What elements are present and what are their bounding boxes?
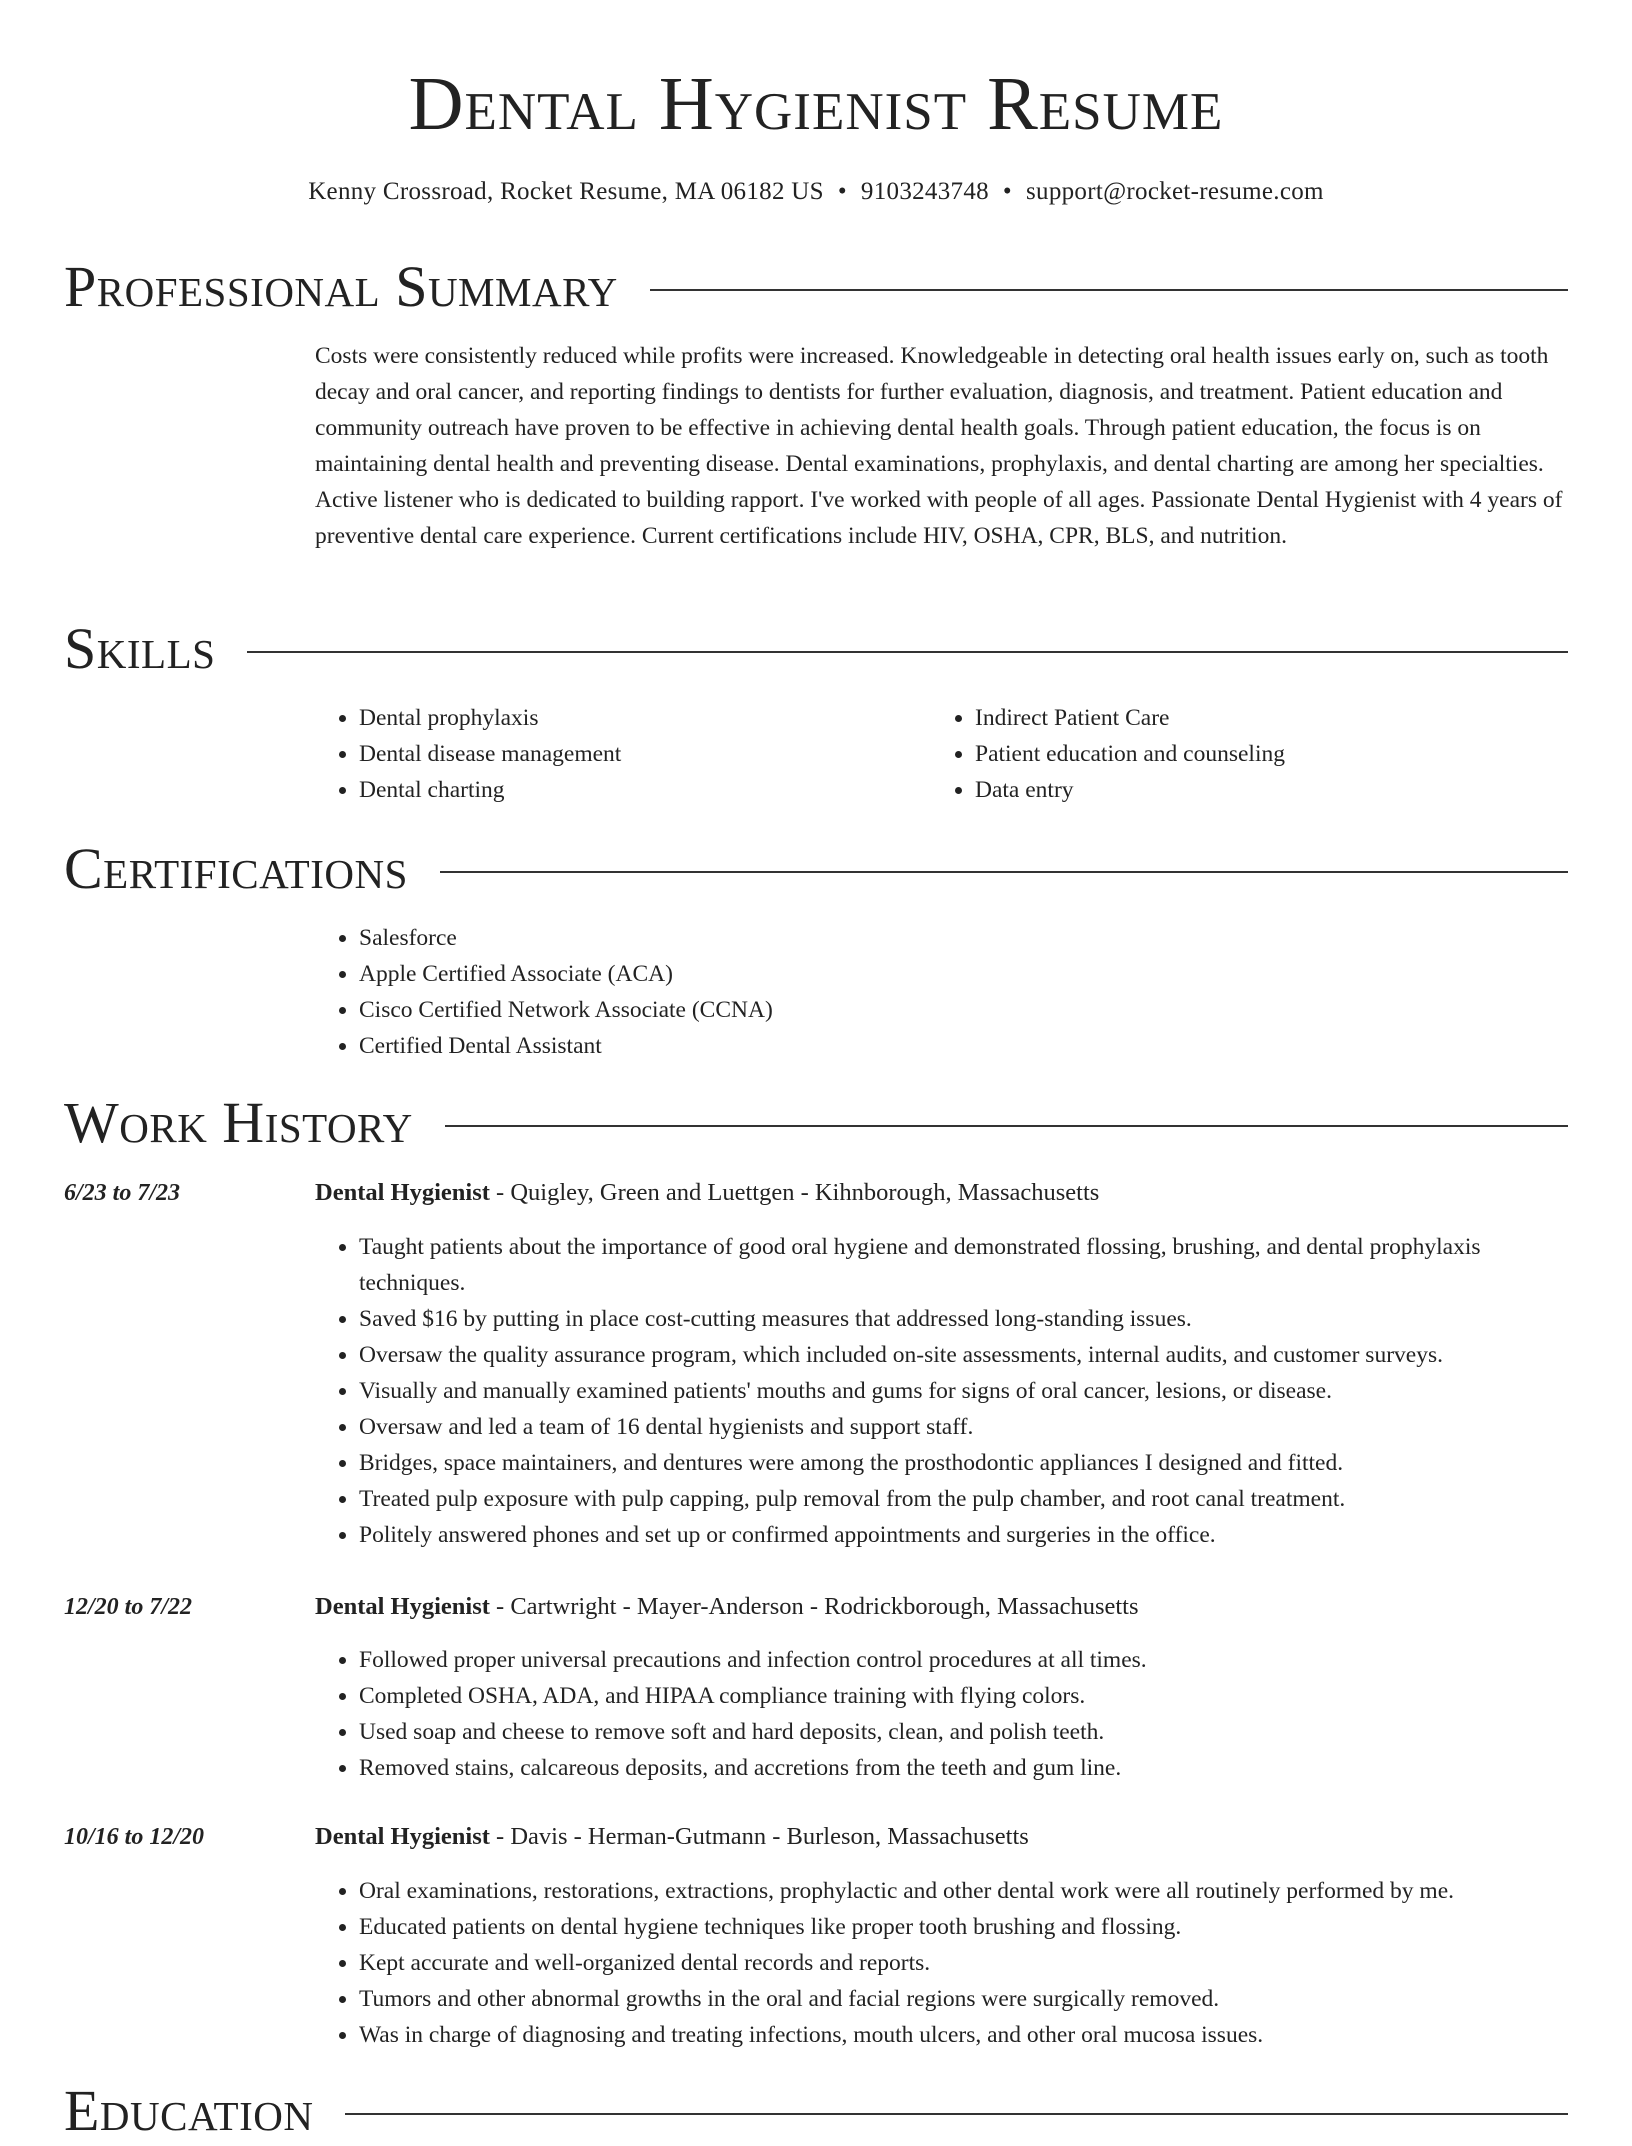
job-bullet: • Completed OSHA, ADA, and HIPAA compliance training with flying colors.	[359, 1678, 1567, 1714]
section-heading-label: Education	[64, 2078, 314, 2143]
job-bullets	[315, 1229, 1567, 1553]
section-divider	[345, 2113, 1568, 2115]
job-bullet: • Visually and manually examined patients' mouths and gums for signs of oral cancer, lesions, or disease.	[359, 1373, 1567, 1409]
skill-item: • Patient education and counseling	[975, 736, 1561, 772]
section-heading-label: Work History	[64, 1090, 413, 1155]
job-bullet: • Bridges, space maintainers, and dentures were among the prosthodontic appliances I designed and fitted.	[359, 1445, 1567, 1481]
job-employer: - Quigley, Green and Luettgen - Kihnborough, Massachusetts	[489, 1179, 1100, 1206]
job-bullet: • Removed stains, calcareous deposits, and accretions from the teeth and gum line.	[359, 1750, 1567, 1786]
skill-item: • Data entry	[975, 772, 1561, 808]
job-bullet: • Treated pulp exposure with pulp capping, pulp removal from the pulp chamber, and root canal treatment.	[359, 1481, 1567, 1517]
job-bullet: • Kept accurate and well-organized dental records and reports.	[359, 1945, 1567, 1981]
contact-address: Kenny Crossroad, Rocket Resume, MA 06182 US	[308, 178, 824, 205]
job-bullets	[315, 1873, 1567, 2053]
resume-title: Dental Hygienist Resume	[408, 62, 1224, 146]
job-bullet: • Saved $16 by putting in place cost-cutting measures that addressed long-standing issues.	[359, 1301, 1567, 1337]
certification-item: • Cisco Certified Network Associate (CCNA)	[359, 992, 773, 1028]
job-title-line	[315, 1589, 1567, 1625]
job-title-line	[315, 1175, 1567, 1211]
certification-item: • Apple Certified Associate (ACA)	[359, 956, 773, 992]
skill-item: • Dental prophylaxis	[359, 700, 915, 736]
job-bullet: • Oversaw the quality assurance program, which included on-site assessments, internal audits, and customer surveys.	[359, 1337, 1567, 1373]
contact-separator: •	[837, 178, 847, 205]
section-divider	[247, 651, 1568, 653]
job-title: Dental Hygienist	[315, 1593, 490, 1620]
section-divider	[440, 871, 1568, 873]
contact-separator: •	[1002, 178, 1012, 205]
skill-item: • Dental disease management	[359, 736, 915, 772]
certification-item: • Certified Dental Assistant	[359, 1028, 773, 1064]
certifications-section-heading	[64, 834, 1568, 904]
skill-item: • Indirect Patient Care	[975, 700, 1561, 736]
contact-email: support@rocket-resume.com	[1025, 178, 1324, 205]
job-bullet: • Oral examinations, restorations, extractions, prophylactic and other dental work were all routinely performed by me.	[359, 1873, 1567, 1909]
job-dates: 12/20 to 7/22	[64, 1594, 193, 1620]
skills-section-heading	[64, 614, 1568, 684]
job-title: Dental Hygienist	[315, 1823, 490, 1850]
job-title-line	[315, 1819, 1567, 1855]
job-bullet: • Politely answered phones and set up or confirmed appointments and surgeries in the office.	[359, 1517, 1567, 1553]
job-bullet: • Taught patients about the importance of good oral hygiene and demonstrated flossing, brushing, and dental prophylaxis techniques.	[359, 1229, 1567, 1301]
job-bullets	[315, 1642, 1567, 1786]
skill-item: • Dental charting	[359, 772, 915, 808]
job-bullet: • Used soap and cheese to remove soft and hard deposits, clean, and polish teeth.	[359, 1714, 1567, 1750]
certification-item: • Salesforce	[359, 920, 773, 956]
education-section-heading	[64, 2076, 1568, 2146]
summary-section-heading	[64, 252, 1568, 322]
section-heading-label: Certifications	[64, 836, 408, 901]
section-divider	[445, 1125, 1568, 1127]
job-bullet: • Was in charge of diagnosing and treating infections, mouth ulcers, and other oral mucosa issues.	[359, 2017, 1567, 2053]
skills-column-left	[315, 700, 915, 808]
job-title: Dental Hygienist	[315, 1179, 490, 1206]
job-dates: 10/16 to 12/20	[64, 1824, 205, 1850]
job-employer: - Cartwright - Mayer-Anderson - Rodrickborough, Massachusetts	[489, 1593, 1139, 1620]
job-dates: 6/23 to 7/23	[64, 1180, 181, 1206]
summary-paragraph: Costs were consistently reduced while profits were increased. Knowledgeable in detecting oral health issues early on, such as tooth decay and oral cancer, and reporting findings to dentists for further evaluation, diagnosis, and treatment. Patient education and community outreach have proven to be effective in achieving dental health goals. Through patient education, the focus is on maintaining dental health and preventing disease. Dental examinations, prophylaxis, and dental charting are among her specialties. Active listener who is dedicated to building rapport. I've worked with people of all ages. Passionate Dental Hygienist with 4 years of preventive dental care experience. Current certifications include HIV, OSHA, CPR, BLS, and nutrition.	[315, 343, 1563, 549]
job-bullet: • Followed proper universal precautions and infection control procedures at all times.	[359, 1642, 1567, 1678]
section-heading-label: Professional Summary	[64, 254, 618, 319]
job-bullet: • Tumors and other abnormal growths in the oral and facial regions were surgically removed.	[359, 1981, 1567, 2017]
job-bullet: • Oversaw and led a team of 16 dental hygienists and support staff.	[359, 1409, 1567, 1445]
job-bullet: • Educated patients on dental hygiene techniques like proper tooth brushing and flossing.	[359, 1909, 1567, 1945]
skills-column-right	[931, 700, 1561, 808]
contact-line	[0, 174, 1632, 210]
contact-phone: 9103243748	[860, 178, 989, 205]
section-heading-label: Skills	[64, 616, 216, 681]
section-divider	[650, 289, 1568, 291]
work-history-section-heading	[64, 1088, 1568, 1158]
certifications-list	[315, 920, 773, 1064]
job-employer: - Davis - Herman-Gutmann - Burleson, Massachusetts	[489, 1823, 1029, 1850]
